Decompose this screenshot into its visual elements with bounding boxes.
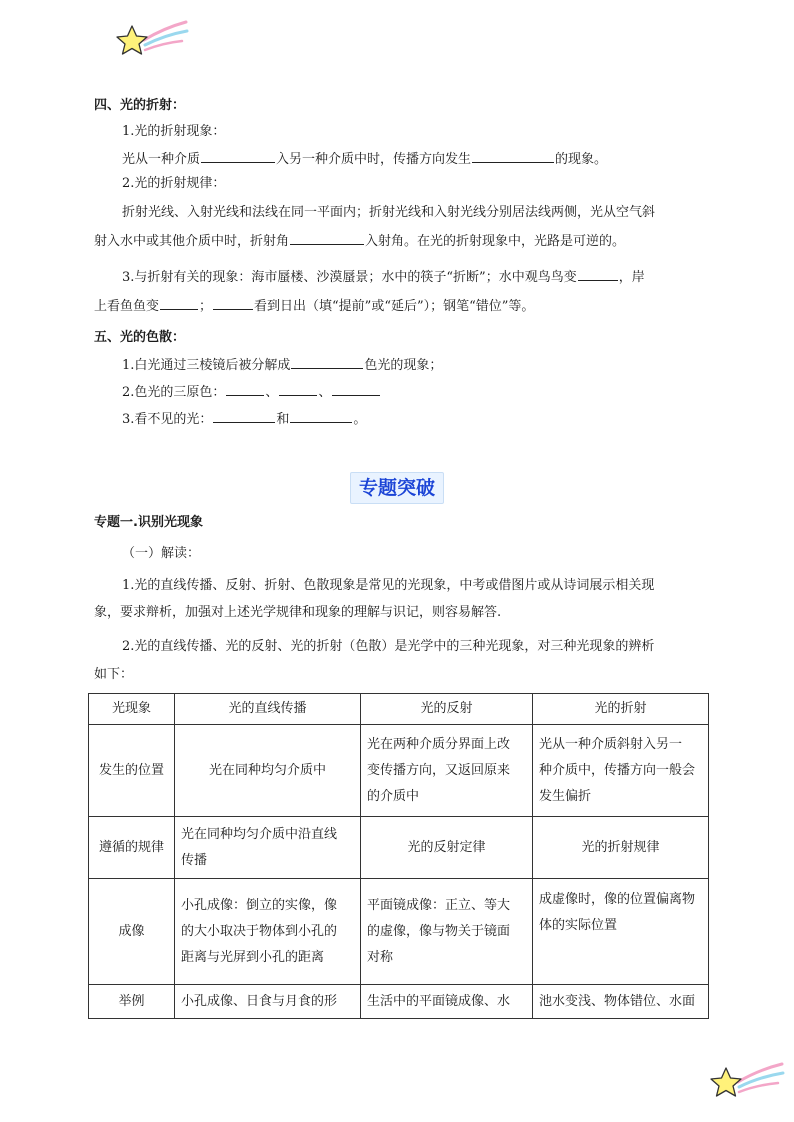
table-row	[89, 817, 709, 879]
comparison-table	[88, 693, 709, 1019]
blank-field	[213, 408, 275, 423]
blank-field	[290, 230, 364, 245]
table-cell: 光从一种介质斜射入另一 种介质中，传播方向一般会 发生偏折	[533, 725, 709, 817]
blank-field	[201, 148, 275, 163]
blank-field	[472, 148, 554, 163]
table-cell: 光在同种均匀介质中沿直线 传播	[175, 817, 361, 879]
subheading: （一）解读：	[122, 546, 201, 561]
table-cell: 成虚像时，像的位置偏离物 体的实际位置	[533, 879, 709, 985]
section-banner: 专题突破	[350, 472, 444, 504]
table-header: 光的折射	[533, 694, 709, 725]
blank-field	[160, 295, 198, 310]
paragraph-line: 1.光的直线传播、反射、折射、色散现象是常见的光现象，中考或借图片或从诗词展示相关现	[122, 578, 655, 593]
table-cell: 生活中的平面镜成像、水	[361, 985, 533, 1019]
blank-field	[332, 381, 380, 396]
item-title: 1.光的折射现象：	[122, 124, 226, 139]
table-header: 光的反射	[361, 694, 533, 725]
shooting-star-icon	[112, 16, 190, 60]
fill-line: 射入水中或其他介质中时，折射角 入射角。在光的折射现象中，光路是可逆的。	[94, 230, 625, 252]
paragraph-line: 象，要求辩析，加强对上述光学规律和现象的理解与识记，则容易解答.	[94, 605, 502, 620]
table-header: 光的直线传播	[175, 694, 361, 725]
shooting-star-icon	[706, 1058, 786, 1102]
blank-field	[290, 408, 352, 423]
blank-field	[578, 266, 618, 281]
blank-field	[226, 381, 264, 396]
table-header: 光现象	[89, 694, 175, 725]
fill-line: 2.色光的三原色： 、 、	[122, 381, 381, 403]
paragraph-line: 如下：	[94, 667, 134, 682]
table-cell: 小孔成像、日食与月食的形	[175, 985, 361, 1019]
table-header-row	[89, 694, 709, 725]
row-label: 成像	[89, 879, 175, 985]
table-row	[89, 985, 709, 1019]
blank-field	[279, 381, 317, 396]
table-row	[89, 725, 709, 817]
paragraph-line: 折射光线、入射光线和法线在同一平面内；折射光线和入射光线分别居法线两侧，光从空气斜	[122, 205, 656, 220]
table-cell: 光的反射定律	[361, 817, 533, 879]
table-row	[89, 879, 709, 985]
table-cell: 光的折射规律	[533, 817, 709, 879]
paragraph-line: 2.光的直线传播、光的反射、光的折射（色散）是光学中的三种光现象，对三种光现象的辨析	[122, 639, 655, 654]
fill-line: 3.与折射有关的现象：海市蜃楼、沙漠蜃景；水中的筷子“折断”；水中观鸟鸟变 ，岸	[122, 266, 645, 288]
table-cell: 光在同种均匀介质中	[175, 725, 361, 817]
table-cell: 光在两种介质分界面上改 变传播方向，又返回原来 的介质中	[361, 725, 533, 817]
row-label: 遵循的规律	[89, 817, 175, 879]
table-cell: 池水变浅、物体错位、水面	[533, 985, 709, 1019]
row-label: 发生的位置	[89, 725, 175, 817]
fill-line: 3.看不见的光： 和 。	[122, 408, 366, 430]
table-cell: 平面镜成像：正立、等大 的虚像，像与物关于镜面 对称	[361, 879, 533, 985]
table-cell: 小孔成像：倒立的实像，像 的大小取决于物体到小孔的 距离与光屏到小孔的距离	[175, 879, 361, 985]
item-title: 2.光的折射规律：	[122, 176, 226, 191]
fill-line: 光从一种介质 入另一种介质中时，传播方向发生 的现象。	[122, 148, 607, 170]
fill-line: 上看鱼鱼变 ； 看到日出（填“提前”或“延后”）；钢笔“错位”等。	[94, 295, 534, 317]
blank-field	[291, 354, 363, 369]
section-heading-refraction: 四、光的折射：	[94, 98, 186, 113]
blank-field	[213, 295, 253, 310]
row-label: 举例	[89, 985, 175, 1019]
section-heading-dispersion: 五、光的色散：	[94, 330, 186, 345]
topic-title: 专题一.识别光现象	[94, 515, 203, 530]
fill-line: 1.白光通过三棱镜后被分解成 色光的现象；	[122, 354, 442, 376]
